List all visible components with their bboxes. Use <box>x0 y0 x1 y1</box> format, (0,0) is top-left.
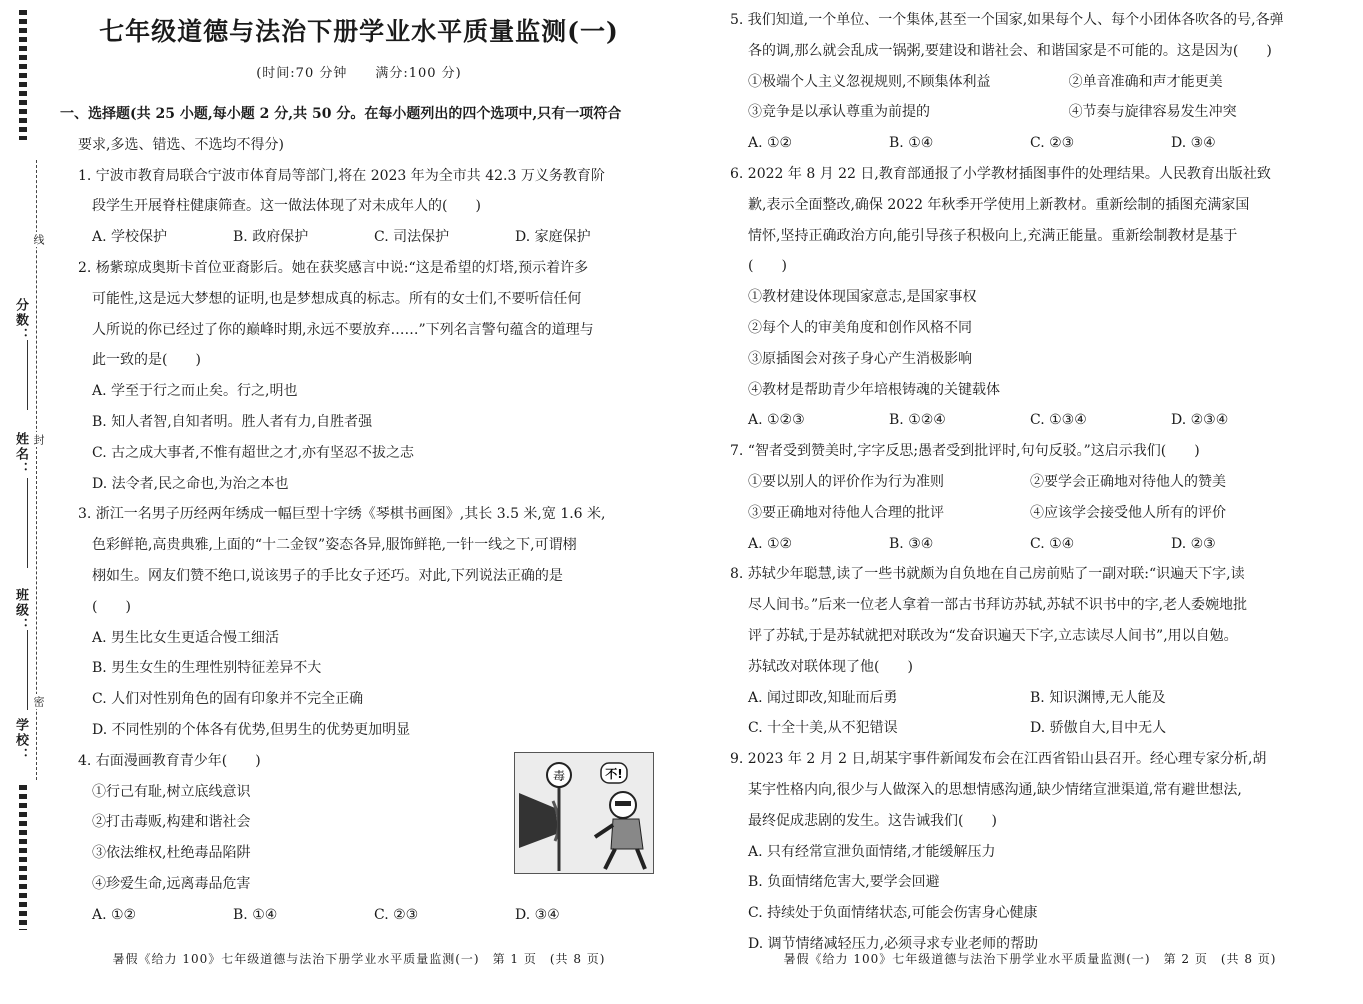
statement-row <box>730 67 1330 98</box>
question-line: 2. 杨紫琼成奥斯卡首位亚裔影后。她在获奖感言中说:“这是希望的灯塔,预示着许多 <box>78 259 589 276</box>
option: A. ①② <box>748 135 793 152</box>
exam-title: 七年级道德与法治下册学业水平质量监测(一) <box>99 17 619 46</box>
option: C. ②③ <box>1030 135 1075 152</box>
option: D. 不同性别的个体各有优势,但男生的优势更加明显 <box>92 721 411 738</box>
statement: ②打击毒贩,构建和谐社会 <box>92 814 251 831</box>
statement: ②每个人的审美角度和创作风格不同 <box>748 319 972 336</box>
statement-row <box>730 498 1330 529</box>
option: C. 持续处于负面情绪状态,可能会伤害身心健康 <box>748 905 1038 922</box>
statement: ③竞争是以承认尊重为前提的 <box>748 104 930 121</box>
class-blank <box>27 630 28 710</box>
statement: ②要学会正确地对待他人的赞美 <box>1030 473 1226 490</box>
option: A. 只有经常宣泄负面情绪,才能缓解压力 <box>748 843 996 860</box>
question-line: 人所说的你已经过了你的巅峰时期,永远不要放弃……”下列名言警句蕴含的道理与 <box>92 321 594 338</box>
option: A. ①② <box>748 535 793 552</box>
option: D. ③④ <box>1171 135 1216 152</box>
statement-row <box>730 97 1330 128</box>
class-label: 班级： <box>13 588 28 633</box>
question-line: 1. 宁波市教育局联合宁波市体育局等部门,将在 2023 年为全市共 42.3 万义务教育阶 <box>78 167 605 184</box>
option: B. 知识渊博,无人能及 <box>1030 689 1166 706</box>
statement: ④教材是帮助青少年培根铸魂的关键载体 <box>748 381 1000 398</box>
question-line: ( ) <box>92 598 131 615</box>
question-7 <box>730 436 1330 559</box>
cut-mark-seal: 封 <box>32 434 45 445</box>
question-line: 此一致的是( ) <box>92 352 201 369</box>
statement: ③依法维权,杜绝毒品陷阱 <box>92 845 251 862</box>
option: B. 负面情绪危害大,要学会回避 <box>748 874 940 891</box>
exam-subtitle: (时间:70 分钟 满分:100 分) <box>256 66 462 81</box>
option: A. 男生比女生更适合慢工细活 <box>92 629 280 646</box>
option: A. 学校保护 <box>92 229 168 246</box>
option: C. 古之成大事者,不惟有超世之才,亦有坚忍不拔之志 <box>92 444 415 461</box>
statement-row <box>730 467 1330 498</box>
cut-mark-secret: 密 <box>32 696 45 707</box>
question-line: 栩如生。网友们赞不绝口,说该男子的手比女子还巧。对此,下列说法正确的是 <box>92 567 563 584</box>
question-line: 情怀,坚持正确政治方向,能引导孩子积极向上,充满正能量。重新绘制教材是基于 <box>748 227 1238 244</box>
comic-sign-text: 毒 <box>552 769 566 783</box>
statement: ①极端个人主义忽视规则,不顾集体利益 <box>748 73 991 90</box>
comic-illustration <box>515 753 653 873</box>
question-line: 各的调,那么就会乱成一锅粥,要建设和谐社会、和谐国家是不可能的。这是因为( ) <box>748 42 1272 59</box>
option: C. 十全十美,从不犯错误 <box>748 720 898 737</box>
options-row <box>730 529 1330 560</box>
question-line: 苏轼改对联体现了他( ) <box>748 658 913 675</box>
option: A. ①②③ <box>748 412 805 429</box>
option: D. 调节情绪减轻压力,必须寻求专业老师的帮助 <box>748 935 1039 952</box>
option: D. ②③④ <box>1171 412 1229 429</box>
binding-stripe-bottom <box>19 785 27 930</box>
options-row <box>60 900 658 931</box>
question-line: 评了苏轼,于是苏轼就把对联改为“发奋识遍天下字,立志读尽人间书”,用以自勉。 <box>748 627 1238 644</box>
question-line: 某宇性格内向,很少与人做深入的思想情感沟通,缺少情绪宣泄渠道,常有避世想法, <box>748 781 1242 798</box>
question-9 <box>730 744 1330 960</box>
question-line: 尽人间书。”后来一位老人拿着一部古书拜访苏轼,苏轼不识书中的字,老人委婉地批 <box>748 597 1248 614</box>
options-row <box>60 222 658 253</box>
option: C. 司法保护 <box>374 229 450 246</box>
binding-stripe-top <box>19 10 27 140</box>
option: C. ②③ <box>374 906 419 923</box>
question-5 <box>730 5 1330 159</box>
question-line: 6. 2022 年 8 月 22 日,教育部通报了小学教材插图事件的处理结果。人民教育出版社致 <box>730 165 1271 182</box>
question-line: 9. 2023 年 2 月 2 日,胡某宇事件新闻发布会在江西省铅山县召开。经心理专家分析,胡 <box>730 751 1267 768</box>
name-label: 姓名： <box>13 432 28 477</box>
option: C. ①③④ <box>1030 412 1087 429</box>
option: D. 家庭保护 <box>515 229 591 246</box>
options-row <box>730 683 1330 714</box>
question-line: 最终促成悲剧的发生。这告诫我们( ) <box>748 812 997 829</box>
option: A. 学至于行之而止矣。行之,明也 <box>92 383 298 400</box>
option: B. ③④ <box>889 535 934 552</box>
question-line: 歉,表示全面整改,确保 2022 年秋季开学使用上新教材。重新绘制的插图充满家国 <box>748 196 1250 213</box>
name-blank <box>27 478 28 568</box>
option: C. 人们对性别角色的固有印象并不完全正确 <box>92 691 364 708</box>
section-line: 一、选择题(共 25 小题,每小题 2 分,共 50 分。在每小题列出的四个选项中,只有一项符合 <box>60 106 622 122</box>
option: B. ①②④ <box>889 412 946 429</box>
page-1 <box>60 0 658 999</box>
option: A. ①② <box>92 906 137 923</box>
statement: ①行己有耻,树立底线意识 <box>92 783 251 800</box>
question-1 <box>60 161 658 253</box>
page-2-footer: 暑假《给力 100》七年级道德与法治下册学业水平质量监测(一) 第 2 页 (共 8 页) <box>783 952 1277 966</box>
comic-bubble-text: 不! <box>605 767 623 781</box>
option: C. ①④ <box>1030 535 1075 552</box>
section-line: 要求,多选、错选、不选均不得分) <box>78 136 284 153</box>
question-line: 可能性,这是远大梦想的证明,也是梦想成真的标志。所有的女士们,不要听信任何 <box>92 290 582 307</box>
options-row <box>730 405 1330 436</box>
question-6 <box>730 159 1330 436</box>
question-line: ( ) <box>748 258 787 275</box>
cut-line <box>36 160 37 780</box>
question-8 <box>730 559 1330 744</box>
question-3 <box>60 499 658 745</box>
question-line: 4. 右面漫画教育青少年( ) <box>78 752 261 769</box>
options-row <box>730 713 1330 744</box>
question-line: 色彩鲜艳,高贵典雅,上面的“十二金钗”姿态各异,服饰鲜艳,一针一线之下,可谓栩 <box>92 537 577 554</box>
school-label: 学校： <box>13 718 28 763</box>
cut-mark-line: 线 <box>32 234 45 245</box>
statement: ③要正确地对待他人合理的批评 <box>748 504 944 521</box>
page-1-footer: 暑假《给力 100》七年级道德与法治下册学业水平质量监测(一) 第 1 页 (共 8 页) <box>112 952 606 966</box>
question-line: 段学生开展脊柱健康筛查。这一做法体现了对未成年人的( ) <box>92 198 481 215</box>
statement: ①要以别人的评价作为行为准则 <box>748 473 944 490</box>
statement: ④应该学会接受他人所有的评价 <box>1030 504 1226 521</box>
score-blank <box>27 340 28 410</box>
anti-drug-comic <box>514 752 654 874</box>
score-label: 分数： <box>13 298 28 343</box>
question-2 <box>60 253 658 499</box>
page-2 <box>730 5 1330 1004</box>
question-line: 7. “智者受到赞美时,字字反思;愚者受到批评时,句句反驳。”这启示我们( ) <box>730 443 1200 460</box>
statement: ①教材建设体现国家意志,是国家事权 <box>748 289 977 306</box>
statement: ④节奏与旋律容易发生冲突 <box>1068 104 1237 121</box>
option: A. 闻过即改,知耻而后勇 <box>748 689 898 706</box>
option: B. 男生女生的生理性别特征差异不大 <box>92 660 322 677</box>
option: D. ③④ <box>515 906 560 923</box>
option: B. 知人者智,自知者明。胜人者有力,自胜者强 <box>92 413 373 430</box>
binding-margin <box>0 0 56 999</box>
option: D. ②③ <box>1171 535 1216 552</box>
statement: ③原插图会对孩子身心产生消极影响 <box>748 350 972 367</box>
question-line: 8. 苏轼少年聪慧,读了一些书就颇为自负地在自己房前贴了一副对联:“识遍天下字,读 <box>730 566 1245 583</box>
question-line: 5. 我们知道,一个单位、一个集体,甚至一个国家,如果每个人、每个小团体各吹各的号,各弹 <box>730 12 1284 28</box>
option: B. ①④ <box>233 906 278 923</box>
question-line: 3. 浙江一名男子历经两年绣成一幅巨型十字绣《琴棋书画图》,其长 3.5 米,宽 1.6 米, <box>78 506 606 523</box>
statement: ④珍爱生命,远离毒品危害 <box>92 875 251 892</box>
options-row <box>730 128 1330 159</box>
section-header <box>60 99 658 161</box>
statement: ②单音准确和声才能更美 <box>1068 73 1223 90</box>
option: B. ①④ <box>889 135 934 152</box>
option: B. 政府保护 <box>233 229 309 246</box>
option: D. 骄傲自大,目中无人 <box>1030 720 1167 737</box>
option: D. 法令者,民之命也,为治之本也 <box>92 475 289 492</box>
